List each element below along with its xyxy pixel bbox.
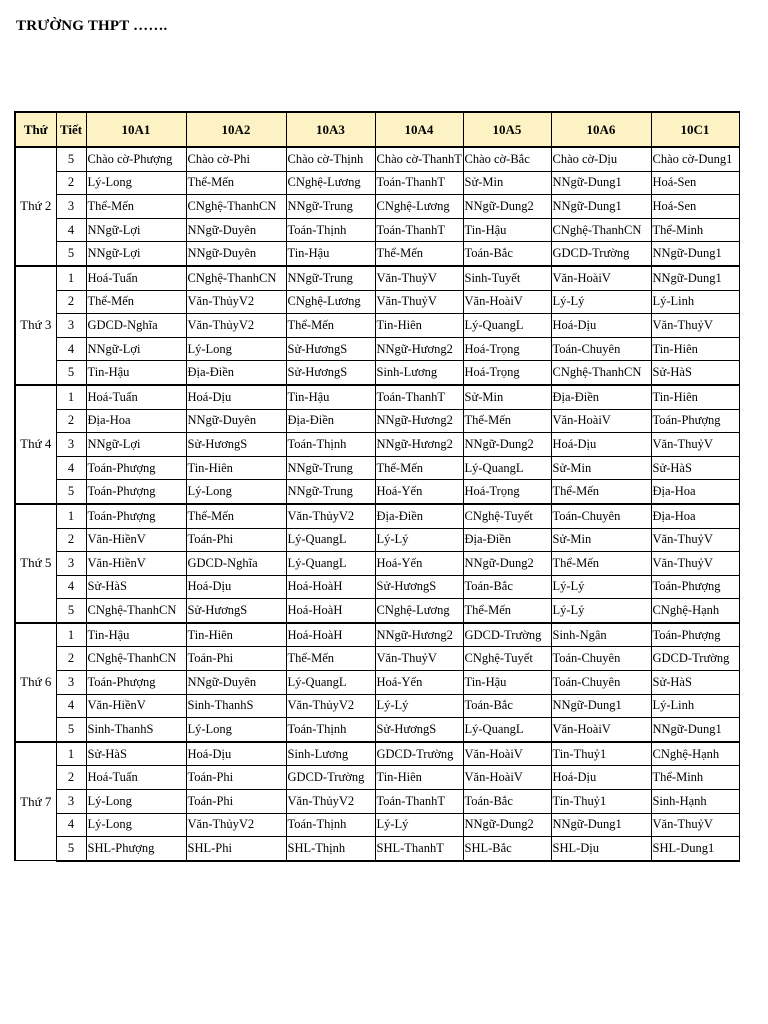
lesson-cell: Hoá-Dịu (551, 766, 651, 790)
period-number: 5 (56, 718, 86, 742)
lesson-cell: NNgữ-Duyên (186, 242, 286, 266)
table-row (15, 623, 739, 647)
lesson-cell: SHL-Bắc (463, 837, 551, 861)
lesson-cell: Văn-HoàiV (463, 766, 551, 790)
period-number: 2 (56, 766, 86, 790)
timetable-body (15, 147, 739, 861)
lesson-cell: Toán-Phi (186, 790, 286, 814)
table-row (15, 218, 739, 242)
lesson-cell: Hoá-HoàH (286, 623, 375, 647)
lesson-cell: Toán-Phượng (651, 409, 739, 433)
lesson-cell: Toán-Thịnh (286, 433, 375, 457)
lesson-cell: Thể-Mến (463, 599, 551, 623)
period-number: 1 (56, 742, 86, 766)
table-row (15, 433, 739, 457)
lesson-cell: SHL-Phi (186, 837, 286, 861)
lesson-cell: Chào cờ-Dung1 (651, 147, 739, 171)
lesson-cell: Sinh-Lương (286, 742, 375, 766)
lesson-cell: Địa-Hoa (651, 480, 739, 504)
lesson-cell: NNgữ-Dung2 (463, 195, 551, 219)
lesson-cell: Toán-Phượng (651, 623, 739, 647)
lesson-cell: CNghệ-ThanhCN (86, 647, 186, 671)
header-tiet: Tiết (56, 112, 86, 147)
lesson-cell: NNgữ-Trung (286, 456, 375, 480)
table-row (15, 266, 739, 290)
lesson-cell: Văn-ThuỷV (651, 813, 739, 837)
lesson-cell: Văn-ThủyV2 (286, 504, 375, 528)
lesson-cell: Hoá-Trọng (463, 337, 551, 361)
lesson-cell: Địa-Điền (551, 385, 651, 409)
period-number: 5 (56, 147, 86, 171)
table-row (15, 766, 739, 790)
header-class-10c1: 10C1 (651, 112, 739, 147)
timetable-header (15, 112, 739, 147)
header-class-10a5: 10A5 (463, 112, 551, 147)
period-number: 1 (56, 504, 86, 528)
lesson-cell: NNgữ-Dung1 (551, 195, 651, 219)
table-row (15, 290, 739, 314)
period-number: 3 (56, 433, 86, 457)
lesson-cell: Sử-HươngS (186, 599, 286, 623)
lesson-cell: Hoá-Tuấn (86, 385, 186, 409)
lesson-cell: Thể-Mến (86, 290, 186, 314)
lesson-cell: Toán-Phi (186, 766, 286, 790)
lesson-cell: Văn-ThuỷV (651, 433, 739, 457)
lesson-cell: Văn-ThuỷV (375, 647, 463, 671)
table-row (15, 361, 739, 385)
lesson-cell: Tin-Hậu (86, 623, 186, 647)
lesson-cell: Sử-HàS (651, 671, 739, 695)
lesson-cell: Tin-Hậu (286, 385, 375, 409)
period-number: 4 (56, 456, 86, 480)
lesson-cell: CNghệ-ThanhCN (186, 195, 286, 219)
lesson-cell: Thể-Mến (375, 242, 463, 266)
table-row (15, 837, 739, 861)
period-number: 2 (56, 171, 86, 195)
lesson-cell: Chào cờ-Bắc (463, 147, 551, 171)
lesson-cell: Văn-HiềnV (86, 694, 186, 718)
lesson-cell: Lý-Lý (551, 599, 651, 623)
lesson-cell: NNgữ-Duyên (186, 671, 286, 695)
lesson-cell: Hoá-Dịu (186, 575, 286, 599)
lesson-cell: CNghệ-ThanhCN (551, 218, 651, 242)
lesson-cell: CNghệ-Hạnh (651, 742, 739, 766)
period-number: 2 (56, 528, 86, 552)
period-number: 5 (56, 837, 86, 861)
lesson-cell: Văn-HoàiV (463, 742, 551, 766)
table-row (15, 552, 739, 576)
lesson-cell: Lý-Lý (551, 575, 651, 599)
lesson-cell: Sử-HàS (86, 575, 186, 599)
table-row (15, 147, 739, 171)
lesson-cell: Hoá-Dịu (551, 314, 651, 338)
lesson-cell: GDCD-Trường (463, 623, 551, 647)
lesson-cell: Văn-HiềnV (86, 552, 186, 576)
lesson-cell: NNgữ-Trung (286, 266, 375, 290)
lesson-cell: Lý-QuangL (463, 314, 551, 338)
lesson-cell: NNgữ-Lợi (86, 337, 186, 361)
lesson-cell: Hoá-Sen (651, 171, 739, 195)
lesson-cell: Hoá-Yến (375, 480, 463, 504)
period-number: 1 (56, 623, 86, 647)
lesson-cell: Lý-QuangL (286, 528, 375, 552)
lesson-cell: NNgữ-Lợi (86, 242, 186, 266)
period-number: 3 (56, 671, 86, 695)
lesson-cell: NNgữ-Dung1 (551, 171, 651, 195)
day-label: Thứ 2 (15, 147, 56, 266)
lesson-cell: Toán-Thịnh (286, 218, 375, 242)
lesson-cell: Văn-ThuỷV (651, 528, 739, 552)
lesson-cell: CNghệ-Hạnh (651, 599, 739, 623)
lesson-cell: NNgữ-Dung1 (551, 813, 651, 837)
lesson-cell: Toán-Chuyên (551, 671, 651, 695)
lesson-cell: Toán-ThanhT (375, 171, 463, 195)
period-number: 3 (56, 314, 86, 338)
lesson-cell: Toán-Thịnh (286, 718, 375, 742)
lesson-cell: Toán-Chuyên (551, 647, 651, 671)
lesson-cell: NNgữ-Dung1 (651, 266, 739, 290)
lesson-cell: Toán-Bắc (463, 242, 551, 266)
lesson-cell: Tin-Hiên (651, 337, 739, 361)
lesson-cell: NNgữ-Hương2 (375, 623, 463, 647)
lesson-cell: NNgữ-Dung1 (551, 694, 651, 718)
lesson-cell: Hoá-HoàH (286, 599, 375, 623)
lesson-cell: Toán-Phượng (86, 504, 186, 528)
lesson-cell: Sinh-Tuyết (463, 266, 551, 290)
period-number: 2 (56, 409, 86, 433)
lesson-cell: Toán-Phi (186, 647, 286, 671)
lesson-cell: Địa-Điền (286, 409, 375, 433)
header-class-10a6: 10A6 (551, 112, 651, 147)
lesson-cell: NNgữ-Dung1 (651, 718, 739, 742)
table-row (15, 385, 739, 409)
lesson-cell: NNgữ-Hương2 (375, 433, 463, 457)
lesson-cell: Chào cờ-ThanhT (375, 147, 463, 171)
table-row (15, 504, 739, 528)
lesson-cell: NNgữ-Trung (286, 195, 375, 219)
lesson-cell: GDCD-Trường (551, 242, 651, 266)
lesson-cell: Sử-HàS (651, 361, 739, 385)
lesson-cell: Thể-Mến (86, 195, 186, 219)
table-row (15, 456, 739, 480)
table-row (15, 575, 739, 599)
lesson-cell: Toán-Bắc (463, 694, 551, 718)
lesson-cell: Thể-Mến (375, 456, 463, 480)
lesson-cell: Hoá-Tuấn (86, 766, 186, 790)
lesson-cell: Sử-Min (463, 171, 551, 195)
lesson-cell: NNgữ-Dung1 (651, 242, 739, 266)
lesson-cell: CNghệ-Tuyết (463, 647, 551, 671)
lesson-cell: GDCD-Trường (286, 766, 375, 790)
period-number: 5 (56, 480, 86, 504)
lesson-cell: Thể-Mến (286, 647, 375, 671)
lesson-cell: Toán-Chuyên (551, 337, 651, 361)
lesson-cell: GDCD-Trường (651, 647, 739, 671)
lesson-cell: Chào cờ-Thịnh (286, 147, 375, 171)
lesson-cell: CNghệ-Lương (375, 599, 463, 623)
lesson-cell: CNghệ-Tuyết (463, 504, 551, 528)
lesson-cell: Tin-Hậu (86, 361, 186, 385)
lesson-cell: Chào cờ-Dịu (551, 147, 651, 171)
lesson-cell: NNgữ-Hương2 (375, 337, 463, 361)
table-row (15, 195, 739, 219)
lesson-cell: Thể-Mến (186, 504, 286, 528)
lesson-cell: Địa-Điền (375, 504, 463, 528)
lesson-cell: Tin-Hậu (463, 671, 551, 695)
table-row (15, 742, 739, 766)
lesson-cell: NNgữ-Lợi (86, 433, 186, 457)
lesson-cell: NNgữ-Lợi (86, 218, 186, 242)
lesson-cell: Văn-ThuỷV (375, 290, 463, 314)
lesson-cell: CNghệ-ThanhCN (86, 599, 186, 623)
period-number: 4 (56, 575, 86, 599)
lesson-cell: Chào cờ-Phượng (86, 147, 186, 171)
lesson-cell: Sử-Min (463, 385, 551, 409)
period-number: 5 (56, 242, 86, 266)
lesson-cell: Toán-ThanhT (375, 385, 463, 409)
lesson-cell: Toán-Phượng (86, 480, 186, 504)
lesson-cell: Sử-HươngS (286, 337, 375, 361)
lesson-cell: Sinh-Ngân (551, 623, 651, 647)
period-number: 4 (56, 813, 86, 837)
table-row (15, 314, 739, 338)
lesson-cell: Địa-Hoa (86, 409, 186, 433)
lesson-cell: Lý-QuangL (286, 671, 375, 695)
lesson-cell: Văn-ThuỷV (651, 314, 739, 338)
lesson-cell: Lý-Long (186, 480, 286, 504)
lesson-cell: Thể-Mến (186, 171, 286, 195)
lesson-cell: Văn-ThủyV2 (286, 790, 375, 814)
lesson-cell: NNgữ-Dung2 (463, 813, 551, 837)
lesson-cell: Toán-Phượng (86, 671, 186, 695)
lesson-cell: NNgữ-Dung2 (463, 552, 551, 576)
header-row (15, 112, 739, 147)
lesson-cell: CNghệ-Lương (375, 195, 463, 219)
lesson-cell: Tin-Hiên (651, 385, 739, 409)
lesson-cell: Địa-Điền (186, 361, 286, 385)
lesson-cell: Toán-Bắc (463, 575, 551, 599)
lesson-cell: Văn-ThuỷV (375, 266, 463, 290)
table-row (15, 528, 739, 552)
lesson-cell: Sinh-Lương (375, 361, 463, 385)
lesson-cell: Thể-Minh (651, 766, 739, 790)
day-label: Thứ 6 (15, 623, 56, 742)
lesson-cell: CNghệ-Lương (286, 171, 375, 195)
lesson-cell: Lý-QuangL (463, 456, 551, 480)
lesson-cell: Sử-HươngS (375, 718, 463, 742)
lesson-cell: Văn-ThủyV2 (186, 290, 286, 314)
period-number: 4 (56, 337, 86, 361)
lesson-cell: Lý-Lý (551, 290, 651, 314)
lesson-cell: Toán-Bắc (463, 790, 551, 814)
lesson-cell: SHL-Dung1 (651, 837, 739, 861)
header-class-10a1: 10A1 (86, 112, 186, 147)
lesson-cell: Thể-Minh (651, 218, 739, 242)
lesson-cell: SHL-Dịu (551, 837, 651, 861)
period-number: 3 (56, 790, 86, 814)
lesson-cell: Tin-Hậu (286, 242, 375, 266)
lesson-cell: GDCD-Trường (375, 742, 463, 766)
lesson-cell: Tin-Thuỷ1 (551, 790, 651, 814)
lesson-cell: Toán-Phi (186, 528, 286, 552)
table-row (15, 718, 739, 742)
lesson-cell: Thể-Mến (463, 409, 551, 433)
lesson-cell: Văn-ThủyV2 (186, 813, 286, 837)
lesson-cell: GDCD-Nghĩa (86, 314, 186, 338)
lesson-cell: Lý-Lý (375, 813, 463, 837)
table-row (15, 171, 739, 195)
lesson-cell: Lý-QuangL (286, 552, 375, 576)
lesson-cell: NNgữ-Hương2 (375, 409, 463, 433)
lesson-cell: Văn-HiềnV (86, 528, 186, 552)
day-label: Thứ 5 (15, 504, 56, 623)
lesson-cell: Lý-QuangL (463, 718, 551, 742)
lesson-cell: Lý-Linh (651, 290, 739, 314)
lesson-cell: Hoá-HoàH (286, 575, 375, 599)
lesson-cell: Hoá-Dịu (186, 385, 286, 409)
lesson-cell: Tin-Thuỷ1 (551, 742, 651, 766)
table-row (15, 813, 739, 837)
lesson-cell: Tin-Hiên (186, 456, 286, 480)
lesson-cell: Chào cờ-Phi (186, 147, 286, 171)
day-label: Thứ 7 (15, 742, 56, 861)
lesson-cell: Hoá-Trọng (463, 480, 551, 504)
lesson-cell: Địa-Hoa (651, 504, 739, 528)
lesson-cell: NNgữ-Duyên (186, 218, 286, 242)
lesson-cell: Địa-Điền (463, 528, 551, 552)
day-label: Thứ 4 (15, 385, 56, 504)
table-row (15, 242, 739, 266)
lesson-cell: Toán-Phượng (86, 456, 186, 480)
header-class-10a3: 10A3 (286, 112, 375, 147)
period-number: 5 (56, 361, 86, 385)
lesson-cell: Thể-Mến (551, 480, 651, 504)
timetable (14, 111, 740, 862)
lesson-cell: CNghệ-ThanhCN (551, 361, 651, 385)
table-row (15, 647, 739, 671)
lesson-cell: Thể-Mến (551, 552, 651, 576)
lesson-cell: Sinh-ThanhS (86, 718, 186, 742)
lesson-cell: Hoá-Tuấn (86, 266, 186, 290)
lesson-cell: Tin-Hiên (375, 766, 463, 790)
lesson-cell: Lý-Lý (375, 528, 463, 552)
lesson-cell: Hoá-Dịu (551, 433, 651, 457)
lesson-cell: NNgữ-Duyên (186, 409, 286, 433)
period-number: 1 (56, 266, 86, 290)
lesson-cell: Hoá-Sen (651, 195, 739, 219)
lesson-cell: Tin-Hiên (375, 314, 463, 338)
lesson-cell: SHL-Phượng (86, 837, 186, 861)
lesson-cell: Văn-HoàiV (551, 409, 651, 433)
lesson-cell: Lý-Long (186, 718, 286, 742)
table-row (15, 671, 739, 695)
lesson-cell: Sử-Min (551, 528, 651, 552)
lesson-cell: SHL-ThanhT (375, 837, 463, 861)
lesson-cell: Toán-Phượng (651, 575, 739, 599)
lesson-cell: Sử-Min (551, 456, 651, 480)
lesson-cell: Sử-HươngS (375, 575, 463, 599)
lesson-cell: Lý-Long (86, 813, 186, 837)
lesson-cell: CNghệ-Lương (286, 290, 375, 314)
period-number: 3 (56, 195, 86, 219)
lesson-cell: Văn-ThủyV2 (286, 694, 375, 718)
table-row (15, 337, 739, 361)
lesson-cell: GDCD-Nghĩa (186, 552, 286, 576)
day-label: Thứ 3 (15, 266, 56, 385)
lesson-cell: Văn-ThuỷV (651, 552, 739, 576)
lesson-cell: Văn-HoàiV (463, 290, 551, 314)
lesson-cell: Văn-ThủyV2 (186, 314, 286, 338)
lesson-cell: Sử-HươngS (186, 433, 286, 457)
lesson-cell: SHL-Thịnh (286, 837, 375, 861)
period-number: 2 (56, 647, 86, 671)
lesson-cell: Văn-HoàiV (551, 718, 651, 742)
table-row (15, 409, 739, 433)
lesson-cell: Sử-HươngS (286, 361, 375, 385)
lesson-cell: Lý-Long (186, 337, 286, 361)
period-number: 1 (56, 385, 86, 409)
lesson-cell: Toán-ThanhT (375, 790, 463, 814)
lesson-cell: Hoá-Trọng (463, 361, 551, 385)
lesson-cell: Hoá-Dịu (186, 742, 286, 766)
table-row (15, 694, 739, 718)
header-class-10a2: 10A2 (186, 112, 286, 147)
lesson-cell: Sinh-ThanhS (186, 694, 286, 718)
lesson-cell: Lý-Lý (375, 694, 463, 718)
table-row (15, 790, 739, 814)
lesson-cell: NNgữ-Dung2 (463, 433, 551, 457)
period-number: 2 (56, 290, 86, 314)
period-number: 4 (56, 218, 86, 242)
lesson-cell: Tin-Hậu (463, 218, 551, 242)
lesson-cell: NNgữ-Trung (286, 480, 375, 504)
lesson-cell: Lý-Long (86, 790, 186, 814)
table-row (15, 599, 739, 623)
lesson-cell: CNghệ-ThanhCN (186, 266, 286, 290)
lesson-cell: Toán-Thịnh (286, 813, 375, 837)
lesson-cell: Lý-Long (86, 171, 186, 195)
lesson-cell: Tin-Hiên (186, 623, 286, 647)
lesson-cell: Sinh-Hạnh (651, 790, 739, 814)
period-number: 5 (56, 599, 86, 623)
lesson-cell: Văn-HoàiV (551, 266, 651, 290)
lesson-cell: Toán-Chuyên (551, 504, 651, 528)
table-row (15, 480, 739, 504)
school-title: TRƯỜNG THPT ……. (16, 18, 168, 34)
lesson-cell: Thể-Mến (286, 314, 375, 338)
lesson-cell: Sử-HàS (651, 456, 739, 480)
lesson-cell: Hoá-Yến (375, 552, 463, 576)
lesson-cell: Sử-HàS (86, 742, 186, 766)
lesson-cell: Hoá-Yến (375, 671, 463, 695)
header-thu: Thứ (15, 112, 56, 147)
period-number: 4 (56, 694, 86, 718)
header-class-10a4: 10A4 (375, 112, 463, 147)
lesson-cell: Toán-ThanhT (375, 218, 463, 242)
period-number: 3 (56, 552, 86, 576)
lesson-cell: Lý-Linh (651, 694, 739, 718)
